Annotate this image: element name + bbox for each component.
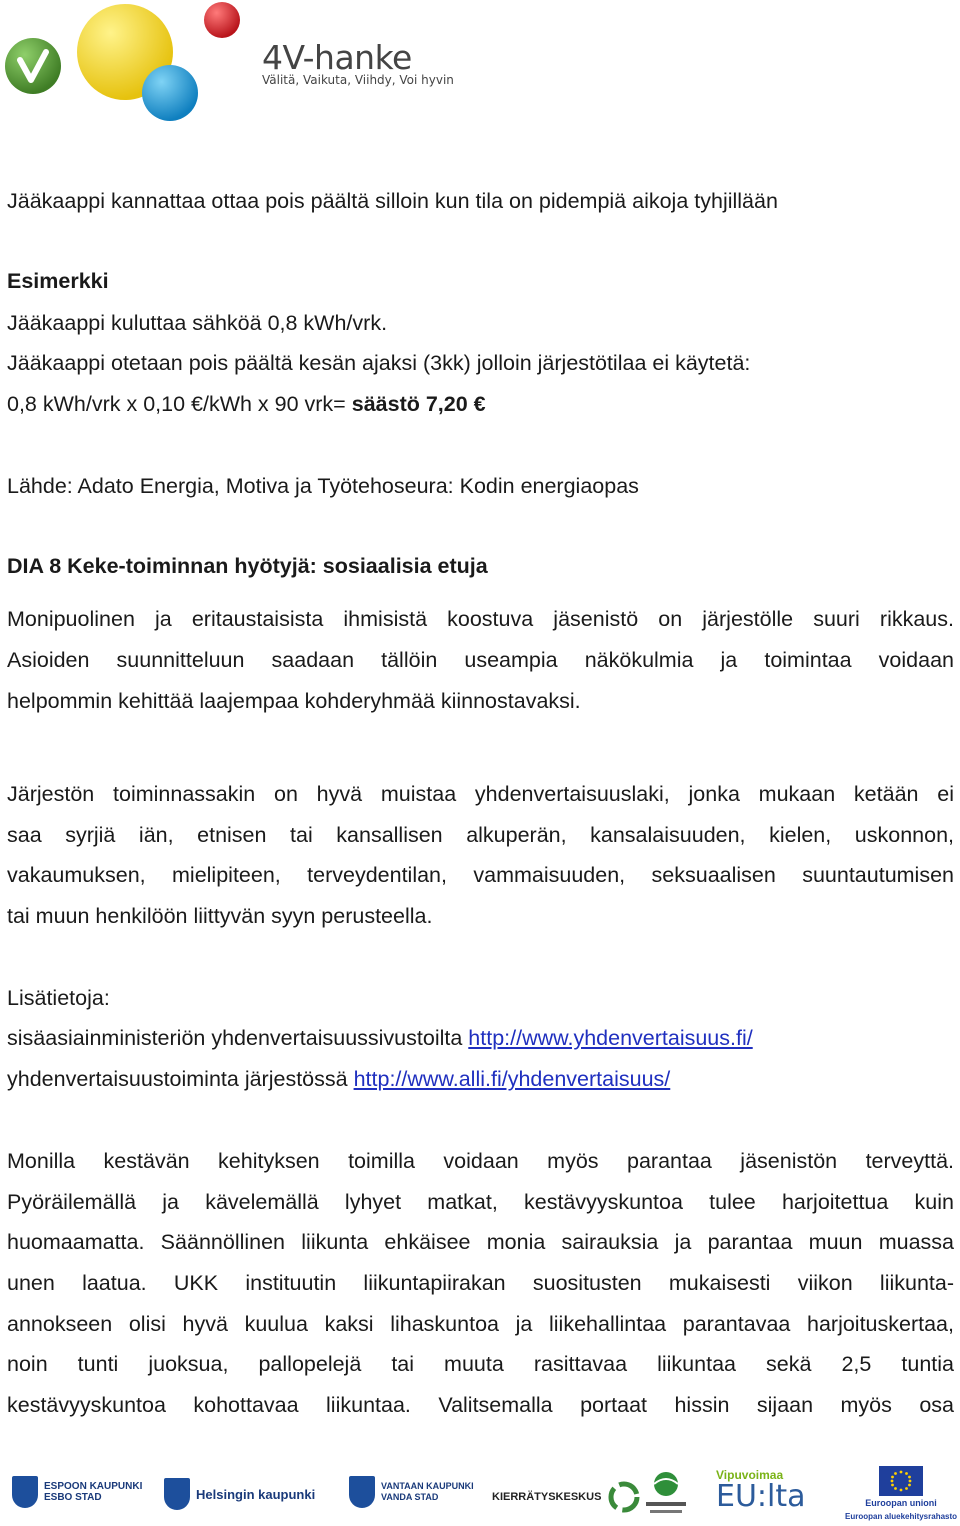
link-line-1	[7, 1025, 753, 1051]
logo-tagline: Välitä, Vaikuta, Viihdy, Voi hyvin	[262, 73, 454, 87]
paragraph-4-line-5: annokseen olisi hyvä kuulua kaksi lihaskuntoa ja liikehallintaa parantavaa harjoituskertaa,	[7, 1312, 954, 1336]
example-line-2: Jääkaappi otetaan pois päältä kesän ajaksi (3kk) jolloin järjestötilaa ei käytetä:	[7, 351, 751, 375]
sponsor-footer	[0, 1460, 960, 1526]
kierratyskeskus-logo	[492, 1480, 641, 1514]
paragraph-2-line-1: Monipuolinen ja eritaustaisista ihmisistä koostuva jäsenistö on järjestölle suuri rikkaus.	[7, 607, 954, 631]
paragraph-2-line-3: helpommin kehittää laajempaa kohderyhmää kiinnostavaksi.	[7, 689, 581, 713]
espoo-crest-icon	[12, 1476, 38, 1508]
vantaa-logo	[349, 1476, 474, 1508]
paragraph-3-line-3: vakaumuksen, mielipiteen, terveydentilan, vammaisuuden, seksuaalisen suuntautumisen	[7, 863, 954, 887]
source-line: Lähde: Adato Energia, Motiva ja Työtehoseura: Kodin energiaopas	[7, 474, 639, 498]
vantaa-label: VANTAAN KAUPUNKI VANDA STAD	[381, 1481, 474, 1502]
link-line-2	[7, 1066, 670, 1092]
logo-title: 4V-hanke	[262, 38, 412, 77]
paragraph-4-line-3: huomaamatta. Säännöllinen liikunta ehkäisee monia sairauksia ja parantaa muun muassa	[7, 1230, 954, 1254]
paragraph-2-line-2: Asioiden suunnitteluun saadaan tällöin useampia näkökulmia ja toimintaa voidaan	[7, 648, 954, 672]
eu-fund-label: Euroopan aluekehitysrahasto	[845, 1512, 958, 1521]
calculation-text: 0,8 kWh/vrk x 0,10 €/kWh x 90 vrk=	[7, 392, 346, 416]
vipuvoimaa-logo	[716, 1468, 806, 1512]
eulta-label: EU:lta	[716, 1479, 806, 1514]
example-line-1: Jääkaappi kuluttaa sähköä 0,8 kWh/vrk.	[7, 311, 388, 335]
recycle-icon	[607, 1480, 641, 1514]
vantaa-crest-icon	[349, 1476, 375, 1508]
more-info-label: Lisätietoja:	[7, 986, 110, 1010]
helsinki-crest-icon	[164, 1478, 190, 1510]
paragraph-3-line-1: Järjestön toiminnassakin on hyvä muistaa yhdenvertaisuuslaki, jonka mukaan ketään ei	[7, 782, 954, 806]
header	[0, 0, 960, 130]
example-line-3	[7, 391, 486, 417]
paragraph-4-line-2: Pyöräilemällä ja kävelemällä lyhyet matkat, kestävyyskuntoa tulee harjoitettua kuin	[7, 1190, 954, 1214]
vipuvoimaa-label: Vipuvoimaa	[716, 1468, 784, 1482]
paragraph-4-line-4: unen laatua. UKK instituutin liikuntapiirakan suositusten mukaisesti viikon liikunta-	[7, 1271, 954, 1295]
link-2-description: yhdenvertaisuustoiminta järjestössä	[7, 1067, 348, 1091]
link-1-description: sisäasiainministeriön yhdenvertaisuussivustoilta	[7, 1026, 463, 1050]
dia-heading: DIA 8 Keke-toiminnan hyötyjä: sosiaalisia etuja	[7, 554, 488, 578]
eu-logo	[845, 1466, 957, 1522]
savings-value: säästö 7,20 €	[351, 392, 486, 416]
espoo-label: ESPOON KAUPUNKI ESBO STAD	[44, 1481, 143, 1503]
link-alli[interactable]: http://www.alli.fi/yhdenvertaisuus/	[353, 1067, 671, 1091]
4v-logo-icon	[0, 0, 250, 128]
espoo-logo	[12, 1476, 142, 1508]
paragraph-4-line-6: noin tunti juoksua, pallopelejä tai muuta rasittavaa liikuntaa sekä 2,5 tuntia	[7, 1352, 954, 1376]
liitto-logo	[640, 1468, 692, 1520]
link-yhdenvertaisuus[interactable]: http://www.yhdenvertaisuus.fi/	[468, 1026, 753, 1050]
eu-union-label: Euroopan unioni	[865, 1498, 937, 1508]
paragraph-3-line-4: tai muun henkilöön liittyvän syyn perusteella.	[7, 904, 433, 928]
liitto-emblem-icon	[640, 1468, 692, 1520]
helsinki-label: Helsingin kaupunki	[196, 1486, 316, 1502]
example-heading: Esimerkki	[7, 269, 109, 293]
paragraph-4-line-7: kestävyyskuntoa kohottavaa liikuntaa. Valitsemalla portaat hissin sijaan myös osa	[7, 1393, 954, 1417]
kierratyskeskus-label: KIERRÄTYSKESKUS	[492, 1490, 602, 1503]
paragraph-4-line-1: Monilla kestävän kehityksen toimilla voidaan myös parantaa jäsenistön terveyttä.	[7, 1149, 954, 1173]
paragraph-fridge-tip: Jääkaappi kannattaa ottaa pois päältä silloin kun tila on pidempiä aikoja tyhjillään	[7, 189, 778, 213]
eu-flag-icon	[879, 1466, 923, 1496]
paragraph-3-line-2: saa syrjiä iän, etnisen tai kansallisen alkuperän, kansalaisuuden, kielen, uskonnon,	[7, 823, 954, 847]
helsinki-logo	[164, 1478, 315, 1510]
